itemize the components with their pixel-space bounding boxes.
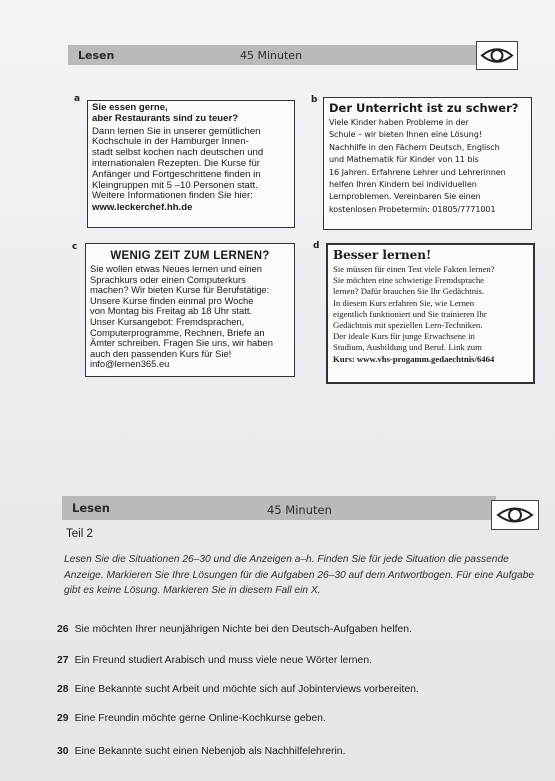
ad-letter-c: c <box>72 242 78 252</box>
ad-a-title: Sie essen gerne, aber Restaurants sind zu teuer? <box>92 102 239 124</box>
ad-d-link: Kurs: www.vhs-progamm.gedaechtnis/6464 <box>333 353 495 364</box>
ad-letter-d: d <box>313 241 320 251</box>
situation-text: Eine Freundin möchte gerne Online-Kochkurse geben. <box>74 713 326 724</box>
situation-number: 26 <box>57 624 69 635</box>
ad-b <box>323 97 532 230</box>
eye-icon <box>476 41 518 70</box>
ad-a-link: www.leckerchef.hh.de <box>92 202 193 214</box>
ad-c <box>85 243 295 377</box>
situation-text: Eine Bekannte sucht einen Nebenjob als Nachhilfelehrerin. <box>74 746 346 757</box>
section-label-2: Lesen <box>72 501 110 515</box>
section-label: Lesen <box>78 48 115 62</box>
ad-a <box>87 100 295 228</box>
situation-item <box>57 713 326 724</box>
situation-text: Ein Freund studiert Arabisch und muss viele neue Wörter lernen. <box>74 655 372 666</box>
ad-letter-b: b <box>311 95 318 105</box>
section-header-bar <box>68 45 516 65</box>
ad-b-body: Viele Kinder haben Probleme in der Schule – wir bieten Ihnen eine Lösung! Nachhilfe in den Fächern Deutsch, Englisch und Mathematik für Kinder von 11 bis 16 Jahren. Erfahrene Lehrer und Lehrerinnen helfen Ihren Kindern bei individuellen Lernproblemen. Vereinbaren Sie einen kostenlosen Probetermin: 01805/7771001 <box>329 117 506 214</box>
situation-item <box>57 624 412 635</box>
eye-icon-2 <box>491 500 539 530</box>
situation-item <box>57 746 345 757</box>
ad-c-title: WENIG ZEIT ZUM LERNEN? <box>110 250 270 262</box>
situation-number: 29 <box>57 713 69 724</box>
instructions: Lesen Sie die Situationen 26–30 und die Anzeigen a–h. Finden Sie für jede Situation die passende Anzeige. Markieren Sie Ihre Lösungen für die Aufgaben 26–30 auf dem Antwortbogen. Für eine Aufgabe gibt es keine Lösung. Markieren Sie in diesem Fall ein X. <box>64 554 535 597</box>
section-time-2: 45 Minuten <box>267 503 332 517</box>
ad-d-body: Sie müssen für einen Test viele Fakten lernen? Sie möchten eine schwierige Fremdsprache lernen? Dafür brauchen Sie Ihr Gedächtnis. In diesem Kurs erfahren Sie, wie Lernen eigentlich funktioniert und Sie trainieren Ihr Gedächtnis mit speziellen Lern-Techniken. Der ideale Kurs für junge Erwachsene in Studium, Ausbildung und Beruf. Link zum <box>333 264 495 353</box>
section-header-bar-2 <box>62 496 496 520</box>
section-time: 45 Minuten <box>240 48 303 62</box>
situation-number: 28 <box>57 684 69 695</box>
ad-b-title: Der Unterricht ist zu schwer? <box>329 101 519 115</box>
situation-item <box>57 684 419 695</box>
situation-text: Eine Bekannte sucht Arbeit und möchte sich auf Jobinterviews vorbereiten. <box>74 684 419 695</box>
situation-text: Sie möchten Ihrer neunjährigen Nichte bei den Deutsch-Aufgaben helfen. <box>74 624 412 635</box>
situation-number: 27 <box>57 655 69 666</box>
ad-letter-a: a <box>74 94 81 104</box>
ad-c-body: Sie wollen etwas Neues lernen und einen Sprachkurs oder einen Computerkurs machen? Wir bieten Kurse für Berufstätige: Unsere Kurse finden einmal pro Woche von Montag bis Freitag ab 18 Uhr statt. Unser Kursangebot: Fremdsprachen, Computerprogramme, Rechnen, Briefe an Ämter schreiben. Fragen Sie uns, wir haben auch den passenden Kurs für Sie! info@lernen365.eu <box>90 263 273 370</box>
situation-number: 30 <box>57 746 69 757</box>
part-heading: Teil 2 <box>66 528 93 540</box>
situation-item <box>57 655 372 666</box>
ad-d <box>326 243 535 384</box>
ad-d-title: Besser lernen! <box>333 248 432 262</box>
ad-a-body: Dann lernen Sie in unserer gemütlichen Kochschule in der Hamburger Innen- stadt selbst kochen nach deutschen und internationalen Rezepten. Die Kurse für Anfänger und Fortgeschrittene finden in Kleingruppen mit 5 –10 Personen statt. Weitere Informationen finden Sie hier: <box>92 125 264 202</box>
